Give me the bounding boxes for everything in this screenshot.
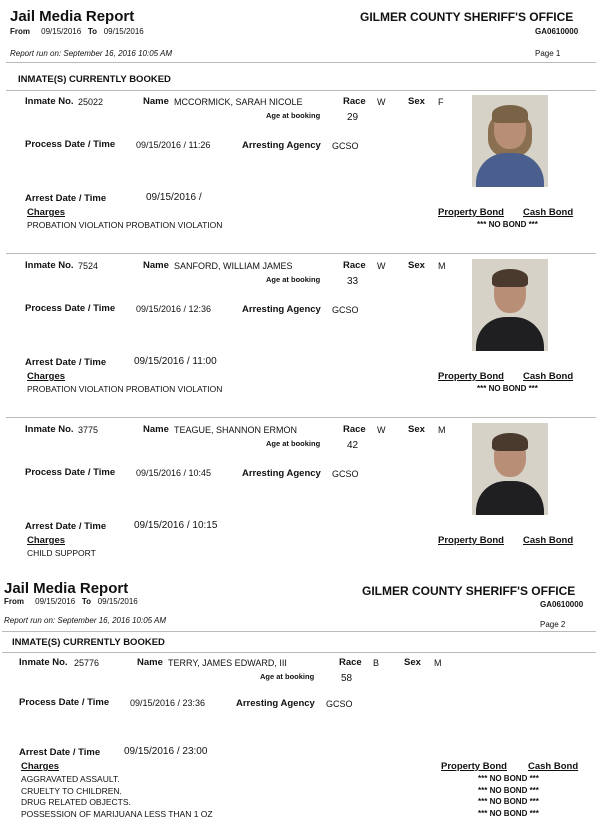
inmate-name: TERRY, JAMES EDWARD, III (168, 658, 287, 668)
charge-item: CRUELTY TO CHILDREN. (21, 785, 122, 796)
date-range: From 09/15/2016 To 09/15/2016 (4, 597, 138, 606)
sex-value: F (438, 97, 444, 107)
age-label: Age at booking (266, 439, 321, 448)
property-bond-label: Property Bond (438, 207, 504, 218)
name-label: Name (143, 424, 169, 435)
inmate-no: 7524 (78, 261, 99, 271)
sex-label: Sex (404, 657, 421, 668)
sex-value: M (438, 261, 446, 271)
process-date-time: 09/15/2016 / 12:36 (136, 304, 212, 314)
name-label: Name (143, 96, 169, 107)
process-label: Process Date / Time (25, 139, 116, 150)
arrest-date-time: 09/15/2016 / 10:15 (134, 520, 218, 531)
charge-item: PROBATION VIOLATION PROBATION VIOLATION (27, 384, 223, 394)
race-label: Race (339, 657, 362, 668)
divider (6, 90, 596, 91)
page-number: Page 2 (540, 620, 566, 629)
bond-status: *** NO BOND *** (477, 384, 538, 393)
divider (6, 62, 596, 63)
process-label: Process Date / Time (19, 697, 110, 708)
inmate-no-label: Inmate No. (19, 657, 68, 668)
inmate-no: 25776 (74, 658, 100, 668)
sex-value: M (438, 425, 446, 435)
office-name: GILMER COUNTY SHERIFF'S OFFICE (360, 10, 574, 24)
bond-status: *** NO BOND *** (478, 774, 539, 783)
charge-item: POSSESSION OF MARIJUANA LESS THAN 1 OZ (21, 808, 213, 819)
office-code: GA0610000 (540, 600, 584, 609)
sex-label: Sex (408, 96, 425, 107)
office-code: GA0610000 (535, 27, 579, 36)
race-label: Race (343, 260, 366, 271)
sex-label: Sex (408, 260, 425, 271)
property-bond-label: Property Bond (441, 761, 507, 772)
sex-value: M (434, 658, 442, 668)
arrest-date-time: 09/15/2016 / (146, 192, 202, 203)
age-label: Age at booking (260, 672, 315, 681)
name-label: Name (137, 657, 163, 668)
arresting-agency: GCSO (326, 699, 353, 709)
age-value: 42 (347, 440, 359, 451)
inmate-name: MCCORMICK, SARAH NICOLE (174, 97, 303, 107)
process-date-time: 09/15/2016 / 11:26 (136, 140, 211, 150)
age-value: 58 (341, 673, 353, 684)
booking-photo-male (472, 259, 548, 351)
report-run-on: Report run on: September 16, 2016 10:05 AM (10, 49, 173, 58)
arrest-label: Arrest Date / Time (25, 521, 107, 532)
race-label: Race (343, 96, 366, 107)
process-label: Process Date / Time (25, 467, 116, 478)
agency-label: Arresting Agency (236, 698, 315, 709)
process-label: Process Date / Time (25, 303, 116, 314)
race-value: B (373, 658, 380, 668)
sex-label: Sex (408, 424, 425, 435)
cash-bond-label: Cash Bond (528, 761, 579, 772)
arrest-label: Arrest Date / Time (25, 357, 107, 368)
agency-label: Arresting Agency (242, 140, 321, 151)
property-bond-label: Property Bond (438, 371, 504, 382)
charges-label: Charges (27, 371, 66, 382)
divider (2, 631, 596, 632)
inmate-no: 3775 (78, 425, 99, 435)
charges-label: Charges (21, 761, 60, 772)
property-bond-label: Property Bond (438, 535, 504, 546)
report-title: Jail Media Report (10, 8, 135, 25)
record-divider (6, 417, 596, 418)
bond-status: *** NO BOND *** (478, 797, 539, 806)
agency-label: Arresting Agency (242, 304, 321, 315)
section-title: INMATE(S) CURRENTLY BOOKED (12, 637, 165, 648)
agency-label: Arresting Agency (242, 468, 321, 479)
charge-item: CHILD SUPPORT (27, 548, 96, 558)
booking-photo-male (472, 423, 548, 515)
age-value: 29 (347, 112, 359, 123)
arresting-agency: GCSO (332, 305, 359, 315)
age-label: Age at booking (266, 275, 321, 284)
process-date-time: 09/15/2016 / 23:36 (130, 698, 206, 708)
race-value: W (377, 97, 386, 107)
cash-bond-label: Cash Bond (523, 535, 574, 546)
bond-status: *** NO BOND *** (478, 808, 539, 818)
date-range: From 09/15/2016 To 09/15/2016 (10, 27, 144, 36)
arrest-label: Arrest Date / Time (25, 193, 107, 204)
inmate-name: TEAGUE, SHANNON ERMON (174, 425, 298, 435)
arrest-date-time: 09/15/2016 / 23:00 (124, 746, 208, 757)
section-title: INMATE(S) CURRENTLY BOOKED (18, 74, 171, 85)
report-run-on: Report run on: September 16, 2016 10:05 AM (4, 616, 167, 625)
bond-status: *** NO BOND *** (477, 220, 538, 229)
bond-status: *** NO BOND *** (478, 785, 539, 795)
charge-item: AGGRAVATED ASSAULT. (21, 774, 120, 784)
arresting-agency: GCSO (332, 141, 359, 151)
age-label: Age at booking (266, 111, 321, 120)
inmate-no-label: Inmate No. (25, 424, 74, 435)
charge-item: DRUG RELATED OBJECTS. (21, 797, 131, 807)
report-title: Jail Media Report (4, 580, 129, 597)
name-label: Name (143, 260, 169, 271)
office-name: GILMER COUNTY SHERIFF'S OFFICE (362, 584, 576, 598)
race-value: W (377, 261, 386, 271)
booking-photo-female (472, 95, 548, 187)
charge-item: PROBATION VIOLATION PROBATION VIOLATION (27, 220, 223, 230)
cash-bond-label: Cash Bond (523, 371, 574, 382)
inmate-no-label: Inmate No. (25, 260, 74, 271)
race-label: Race (343, 424, 366, 435)
inmate-no: 25022 (78, 97, 104, 107)
charges-label: Charges (27, 207, 66, 218)
charges-label: Charges (27, 535, 66, 546)
page-number: Page 1 (535, 49, 561, 58)
arrest-date-time: 09/15/2016 / 11:00 (134, 356, 217, 367)
process-date-time: 09/15/2016 / 10:45 (136, 468, 212, 478)
arresting-agency: GCSO (332, 469, 359, 479)
age-value: 33 (347, 276, 359, 287)
race-value: W (377, 425, 386, 435)
divider (2, 652, 596, 653)
record-divider (6, 253, 596, 254)
inmate-no-label: Inmate No. (25, 96, 74, 107)
inmate-name: SANFORD, WILLIAM JAMES (174, 261, 293, 271)
cash-bond-label: Cash Bond (523, 207, 574, 218)
arrest-label: Arrest Date / Time (19, 747, 101, 758)
